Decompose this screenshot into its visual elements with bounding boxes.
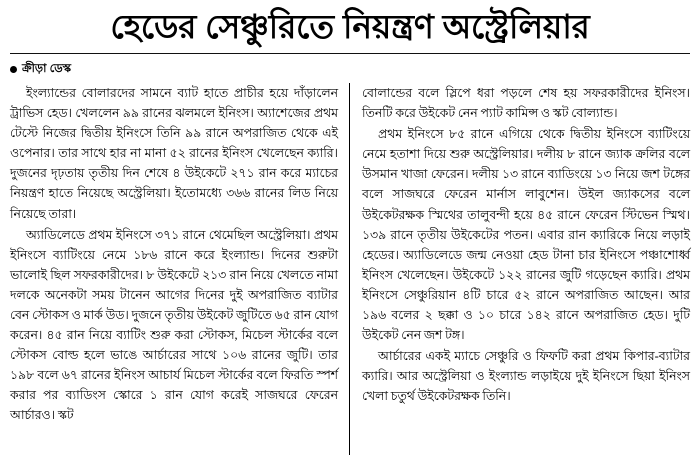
article-column-right — [350, 83, 690, 455]
paragraph: প্রথম ইনিংসে ৮৫ রানে এগিয়ে থেকে দ্বিতীয় ইনিংসে ব্যাটিংয়ে নেমে হতাশা দিয়ে শুরু অস্ট্রেলিয়ার। দলীয় ৮ রানে জ্যাক ক্রলির বলে উসমান খাজা ফেরেন। দলীয় ১৩ রানে ব্যাডিংয়ে ১৩ নিয়ে জশ টঙ্গের বলে সাজঘরে ফেরেন মার্নাস লাবুশেন। উইল জ্যাকসের বলে উইকেটরক্ষক স্মিথের তালুবন্দী হয়ে ৪৫ রানে ফেরেন স্টিভেন স্মিথ। ১৩৯ রানে তৃতীয় উইকেটের পতন। এবার রান ক্যারিকে নিয়ে লড়াই হেডের। অ্যাডিলেডে জন্ম নেওয়া হেড টানা চার ইনিংসে পঞ্চাশোর্ধ্ব ইনিংস খেলেছেন। উইকেটে ১২২ রানের জুটি গড়েছেন ক্যারি। প্রথম ইনিংসে সেঞ্চুরিয়ান ৪টি চারে ৫২ রানে অপরাজিত আছেন। আর ১৯৬ বলের ২ ছক্কা ও ১০ চারে ১৪২ রানে অপরাজিত হেড। দুটি উইকেট নেন জশ টঙ্গ। — [362, 127, 690, 343]
paragraph: ইংল্যান্ডের বোলারদের সামনে ব্যাট হাতে প্রাচীর হয়ে দাঁড়ালেন ট্রাভিস হেড। খেললেন ৯৯ রানের ঝলমলে ইনিংস। অ্যাশেজের প্রথম টেস্টে নিজের দ্বিতীয় ইনিংসে তিনি ৯৯ রানে অপরাজিত থেকে এই ওপেনার। তার সাথে হার না মানা ৫২ রানের ইনিংস খেলেছেন ক্যারি। দুজনের দৃঢ়তায় তৃতীয় দিন শেষে ৪ উইকেটে ২৭১ রান করে ম্যাচের নিয়ন্ত্রণ হাতে নিয়েছে অস্ট্রেলিয়া। ইতোমধ্যে ৩৬৬ রানের লিড নিয়ে নিয়েছে তারা। — [10, 85, 338, 221]
paragraph: বোলান্ডের বলে স্লিপে ধরা পড়লে শেষ হয় সফরকারীদের ইনিংস। তিনটি করে উইকেট নেন প্যাট কামিন্স ও স্কট বোল্যান্ড। — [362, 85, 690, 121]
paragraph: আর্চারের একই ম্যাচে সেঞ্চুরি ও ফিফটি করা প্রথম কিপার-ব্যাটার ক্যারি। আর অস্ট্রেলিয়া ও ইংল্যান্ড লড়াইয়ে দুই ইনিংসে ছিয়া ইনিংস খেলা চতুর্থ উইকেটরক্ষক তিনি। — [362, 349, 690, 404]
bullet-icon — [10, 66, 17, 73]
article-columns — [10, 83, 690, 455]
paragraph: অ্যাডিলেডে প্রথম ইনিংসে ৩৭১ রানে থেমেছিল অস্ট্রেলিয়া। প্রথম ইনিংসে ব্যাটিংয়ে নেমে ১৮৬ রানে করে ইংল্যান্ড। দিনের শুরুটা ভালোই ছিল সফরকারীদের। ৮ উইকেটে ২১৩ রান নিয়ে খেলতে নামা দলকে অনেকটা সময় টানেন আগের দিনের দুই অপরাজিত ব্যাটার বেন স্টোকস ও মার্ক উড। দুজনে তৃতীয় উইকেট জুটিতে ৬৫ রান যোগ করেন। ৪৫ রান নিয়ে ব্যাটিং শুরু করা স্টোকস, মিচেল স্টার্কের বলে স্টোকস বোল্ড হলে ভাঙে আর্চারের সাথে ১০৬ রানের জুটি। তার ১৯৮ বলে ৬৭ রানের ইনিংস আচার্য মিচেল স্টার্কের বলে ফিরতি স্পর্শ করার পর ব্যাডিংস স্কোরে ১ রান যোগ করেই সাজঘরে ফেরেন আর্চারও। স্কট — [10, 227, 338, 423]
headline-divider — [10, 53, 690, 54]
byline — [10, 60, 690, 79]
article-column-left — [10, 83, 350, 455]
page-title: হেডের সেঞ্চুরিতে নিয়ন্ত্রণ অস্ট্রেলিয়ার — [110, 8, 590, 45]
byline-label: ক্রীড়া ডেস্ক — [22, 62, 72, 75]
